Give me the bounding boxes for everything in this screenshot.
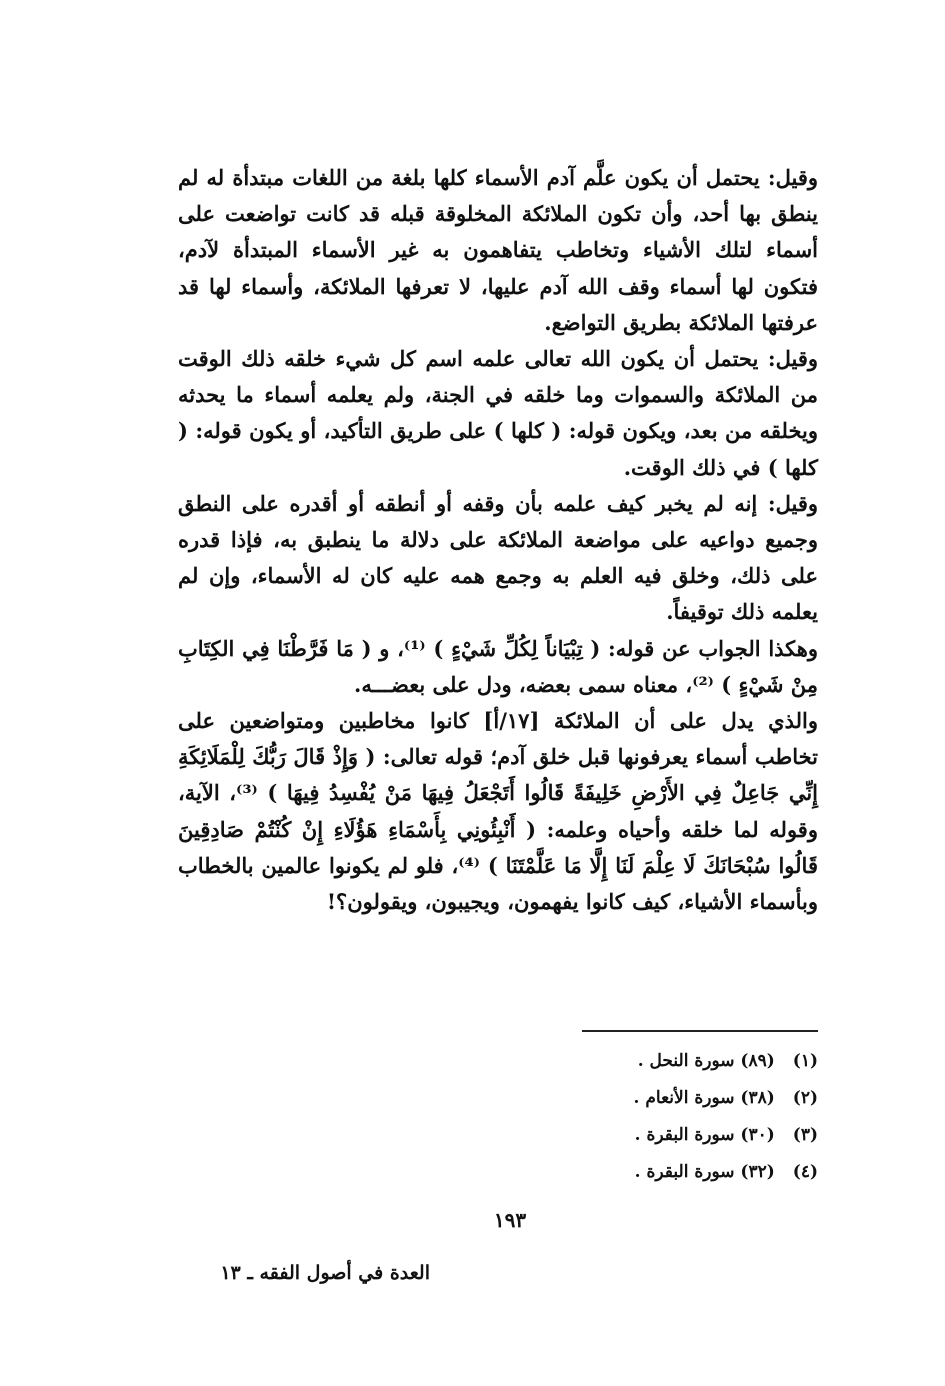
footnote-text: (٣٠) سورة البقرة .	[634, 1125, 775, 1145]
footnotes	[498, 1043, 818, 1191]
footnote-3	[498, 1117, 818, 1154]
paragraph-3: وقيل: إنه لم يخبر كيف علمه بأن وقفه أو أنطقه أو أقدره على النطق وجميع دواعيه على مواضعة الملائكة على دلالة ما ينطبق به، فإذا قدره على ذلك، وخلق فيه العلم به وجمع همه عليه كان له الأسماء، وإن لم يعلمه ذلك توقيفاً.	[178, 490, 818, 625]
footnote-number: (١)	[792, 1051, 818, 1071]
footnote-text: (٨٩) سورة النحل .	[637, 1051, 775, 1071]
footnote-number: (٣)	[792, 1125, 818, 1145]
footnote-2	[498, 1080, 818, 1117]
paragraph-2: وقيل: يحتمل أن يكون الله تعالى علمه اسم كل شيء خلقه ذلك الوقت من الملائكة والسموات وما خلقه في الجنة، ولم يعلمه أسماء ما يحدثه ويخلقه من بعد، ويكون قوله: ( كلها ) على طريق التأكيد، أو يكون قوله: ( كلها ) في ذلك الوقت.	[178, 346, 818, 480]
paragraph-4: وهكذا الجواب عن قوله: ( تِبْيَاناً لِكُلِّ شَيْءٍ ) ⁽¹⁾، و ( مَا فَرَّطْنَا فِي الكِتَابِ مِنْ شَيْءٍ ) ⁽²⁾، معناه سمى بعضه، ودل على بعضـــه.	[178, 635, 818, 697]
paragraph-1: وقيل: يحتمل أن يكون علَّم آدم الأسماء كلها بلغة من اللغات مبتدأة له لم ينطق بها أحد، وأن تكون الملائكة المخلوقة قبله قد كانت تواضعت على أسماء لتلك الأشياء وتخاطب يتفاهمون به غير الأسماء المبتدأة لآدم، فتكون لها أسماء وقف الله آدم عليها، لا تعرفها الملائكة، وأسماء لها قد عرفتها الملائكة بطريق التواضع.	[178, 165, 818, 335]
footnote-number: (٢)	[792, 1088, 818, 1108]
running-footer: العدة في أصول الفقه ـ ١٣	[220, 1262, 430, 1284]
footnote-text: (٣٨) سورة الأنعام .	[633, 1088, 775, 1108]
page-number: ١٩٣	[493, 1208, 527, 1232]
footnote-number: (٤)	[792, 1162, 818, 1182]
footnote-text: (٣٢) سورة البقرة .	[634, 1162, 775, 1182]
main-text	[178, 160, 818, 920]
footnote-1	[498, 1043, 818, 1080]
footnote-4	[498, 1154, 818, 1191]
footnote-divider	[582, 1030, 818, 1032]
paragraph-5: والذي يدل على أن الملائكة [١٧/أ] كانوا مخاطبين ومتواضعين على تخاطب أسماء يعرفونها قبل خلق آدم؛ قوله تعالى: ( وَإِذْ قَالَ رَبُّكَ لِلْمَلَائِكَةِ إِنِّي جَاعِلٌ فِي الأَرْضِ خَلِيفَةً قَالُوا أَتَجْعَلُ فِيهَا مَنْ يُفْسِدُ فِيهَا ) ⁽³⁾، الآية، وقوله لما خلقه وأحياه وعلمه: ( أَنْبِئُونِي بِأَسْمَاءِ هَؤُلَاءِ إِنْ كُنْتُمْ صَادِقِينَ قَالُوا سُبْحَانَكَ لَا عِلْمَ لَنَا إِلَّا مَا عَلَّمْتَنَا ) ⁽⁴⁾، فلو لم يكونوا عالمين بالخطاب وبأسماء الأشياء، كيف كانوا يفهمون، ويجيبون، ويقولون؟!	[178, 708, 819, 915]
